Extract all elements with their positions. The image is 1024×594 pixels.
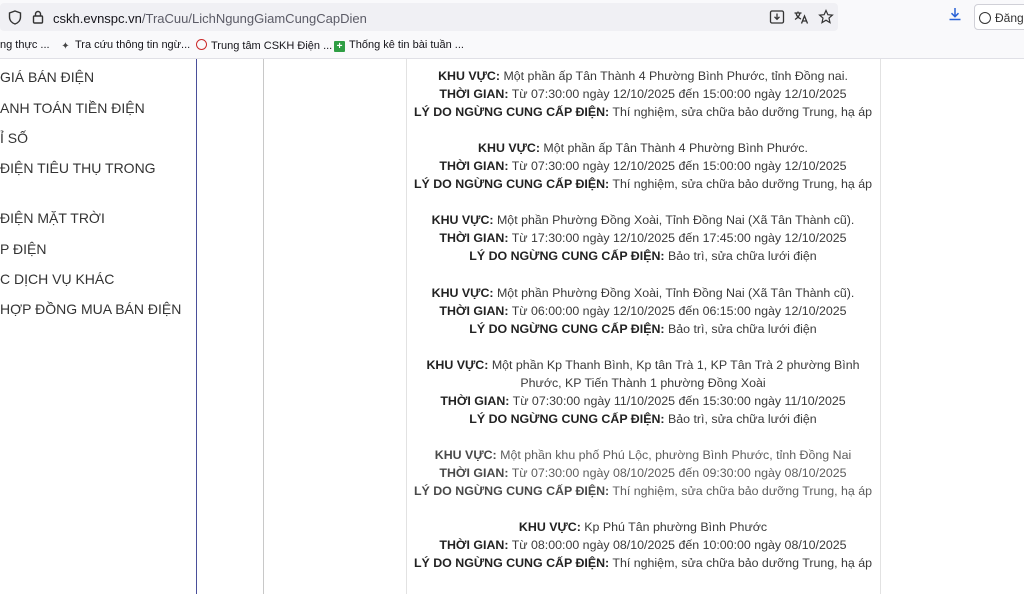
area-label: KHU VỰC: — [438, 69, 500, 83]
reason-value: Thí nghiệm, sửa chữa bảo dưỡng Trung, hạ áp — [612, 105, 873, 119]
browser-toolbar — [0, 0, 1024, 34]
url-path: /TraCuu/LichNgungGiamCungCapDien — [141, 11, 367, 26]
sidebar-menu — [0, 59, 197, 594]
outage-entry — [406, 356, 880, 428]
account-icon — [979, 12, 991, 24]
time-value: Từ 07:30:00 ngày 12/10/2025 đến 15:00:00 ngày 12/10/2025 — [511, 87, 847, 101]
outage-entry — [406, 446, 880, 500]
bookmark-label: Tra cứu thông tin ngừ... — [75, 39, 191, 51]
bookmark-item[interactable] — [0, 39, 50, 51]
outage-entry — [406, 211, 880, 265]
area-value-cont: Phước, KP Tiến Thành 1 phường Đồng Xoài — [520, 376, 766, 390]
time-label: THỜI GIAN: — [439, 231, 509, 245]
sidebar-item-dich-vu-khac[interactable]: C DỊCH VỤ KHÁC — [0, 271, 115, 287]
area-value: Một phần Phường Đồng Xoài, Tỉnh Đồng Nai (Xã Tân Thành cũ). — [496, 213, 855, 227]
install-icon[interactable] — [768, 9, 786, 27]
downloads-icon[interactable] — [946, 6, 964, 24]
area-label: KHU VỰC: — [431, 286, 494, 300]
reason-label: LÝ DO NGỪNG CUNG CẤP ĐIỆN: — [413, 105, 610, 119]
url-text[interactable] — [53, 11, 367, 26]
reason-label: LÝ DO NGỪNG CUNG CẤP ĐIỆN: — [413, 177, 610, 191]
reason-value: Thí nghiệm, sửa chữa bảo dưỡng Trung, hạ áp — [612, 556, 873, 570]
sparkle-icon: ✦ — [61, 41, 70, 52]
time-value: Từ 07:30:00 ngày 08/10/2025 đến 09:30:00 ngày 08/10/2025 — [511, 466, 847, 480]
reason-value: Thí nghiệm, sửa chữa bảo dưỡng Trung, hạ áp — [612, 177, 873, 191]
time-label: THỜI GIAN: — [439, 304, 509, 318]
area-value: Kp Phú Tân phường Bình Phước — [584, 520, 768, 534]
area-value: Một phần ấp Tân Thành 4 Phường Bình Phước. — [543, 141, 808, 155]
reason-label: LÝ DO NGỪNG CUNG CẤP ĐIỆN: — [413, 556, 610, 570]
area-label: KHU VỰC: — [478, 141, 540, 155]
outage-entry — [406, 518, 880, 572]
column-divider — [263, 59, 264, 594]
sheet-icon: + — [334, 41, 345, 52]
outage-entry — [406, 284, 880, 338]
outage-entry — [406, 139, 880, 193]
reason-value: Bảo trì, sửa chữa lưới điện — [667, 249, 817, 263]
sign-in-label: Đăng — [995, 11, 1024, 25]
sidebar-item-cap-dien[interactable]: P ĐIỆN — [0, 241, 47, 257]
sidebar-item-gia-ban-dien[interactable]: GIÁ BÁN ĐIỆN — [0, 69, 95, 85]
area-value: Một phần khu phố Phú Lộc, phường Bình Phước, tỉnh Đồng Nai — [500, 448, 852, 462]
bookmark-label: ng thực ... — [0, 39, 50, 51]
reason-label: LÝ DO NGỪNG CUNG CẤP ĐIỆN: — [469, 322, 665, 336]
time-label: THỜI GIAN: — [439, 159, 509, 173]
reason-value: Thí nghiệm, sửa chữa bảo dưỡng Trung, hạ áp — [612, 484, 873, 498]
sidebar-item-dien-tieu-thu[interactable]: ĐIỆN TIÊU THỤ TRONG — [0, 160, 156, 176]
bookmarks-bar — [0, 34, 1024, 59]
translate-icon[interactable] — [792, 9, 810, 27]
sidebar-item-dien-mat-troi[interactable]: ĐIỆN MẶT TRỜI — [0, 210, 105, 226]
bookmark-star-icon[interactable] — [817, 9, 835, 27]
bookmark-item[interactable] — [60, 39, 190, 52]
area-label: KHU VỰC: — [434, 448, 497, 462]
time-label: THỜI GIAN: — [439, 538, 509, 552]
sidebar-item-thanh-toan[interactable]: ANH TOÁN TIỀN ĐIỆN — [0, 100, 145, 116]
reason-label: LÝ DO NGỪNG CUNG CẤP ĐIỆN: — [413, 484, 610, 498]
time-value: Từ 08:00:00 ngày 08/10/2025 đến 10:00:00 ngày 08/10/2025 — [511, 538, 847, 552]
area-value: Một phần Phường Đồng Xoài, Tỉnh Đồng Nai (Xã Tân Thành cũ). — [496, 286, 855, 300]
lock-icon[interactable] — [32, 10, 44, 26]
bookmark-item[interactable] — [334, 39, 464, 52]
area-value: Một phần ấp Tân Thành 4 Phường Bình Phước, tỉnh Đồng nai. — [503, 69, 848, 83]
address-bar[interactable] — [0, 3, 838, 31]
url-host: cskh.evnspc.vn — [53, 11, 142, 26]
evn-logo-icon — [196, 39, 207, 50]
bookmark-item[interactable] — [196, 39, 332, 52]
time-value: Từ 06:00:00 ngày 12/10/2025 đến 06:15:00 ngày 12/10/2025 — [511, 304, 847, 318]
time-value: Từ 17:30:00 ngày 12/10/2025 đến 17:45:00 ngày 12/10/2025 — [511, 231, 847, 245]
area-label: KHU VỰC: — [426, 358, 489, 372]
time-label: THỜI GIAN: — [440, 394, 510, 408]
area-value: Một phần Kp Thanh Bình, Kp tân Trà 1, KP Tân Trà 2 phường Bình — [491, 358, 860, 372]
time-value: Từ 07:30:00 ngày 12/10/2025 đến 15:00:00 ngày 12/10/2025 — [511, 159, 847, 173]
outage-entry — [406, 67, 880, 121]
area-label: KHU VỰC: — [518, 520, 581, 534]
reason-label: LÝ DO NGỪNG CUNG CẤP ĐIỆN: — [469, 412, 665, 426]
bookmark-label: Thống kê tin bài tuần ... — [349, 39, 464, 51]
reason-label: LÝ DO NGỪNG CUNG CẤP ĐIỆN: — [469, 249, 665, 263]
shield-icon[interactable] — [8, 10, 22, 27]
reason-value: Bảo trì, sửa chữa lưới điện — [667, 322, 817, 336]
sidebar-item-hop-dong[interactable]: HỢP ĐỒNG MUA BÁN ĐIỆN — [0, 301, 182, 317]
time-value: Từ 07:30:00 ngày 11/10/2025 đến 15:30:00 ngày 11/10/2025 — [512, 394, 846, 408]
sidebar-item-chi-so[interactable]: Ỉ SỐ — [0, 130, 29, 146]
sign-in-button[interactable] — [974, 4, 1024, 30]
reason-value: Bảo trì, sửa chữa lưới điện — [667, 412, 817, 426]
time-label: THỜI GIAN: — [439, 87, 509, 101]
area-label: KHU VỰC: — [431, 213, 494, 227]
time-label: THỜI GIAN: — [439, 466, 509, 480]
bookmark-label: Trung tâm CSKH Điện ... — [211, 40, 333, 52]
